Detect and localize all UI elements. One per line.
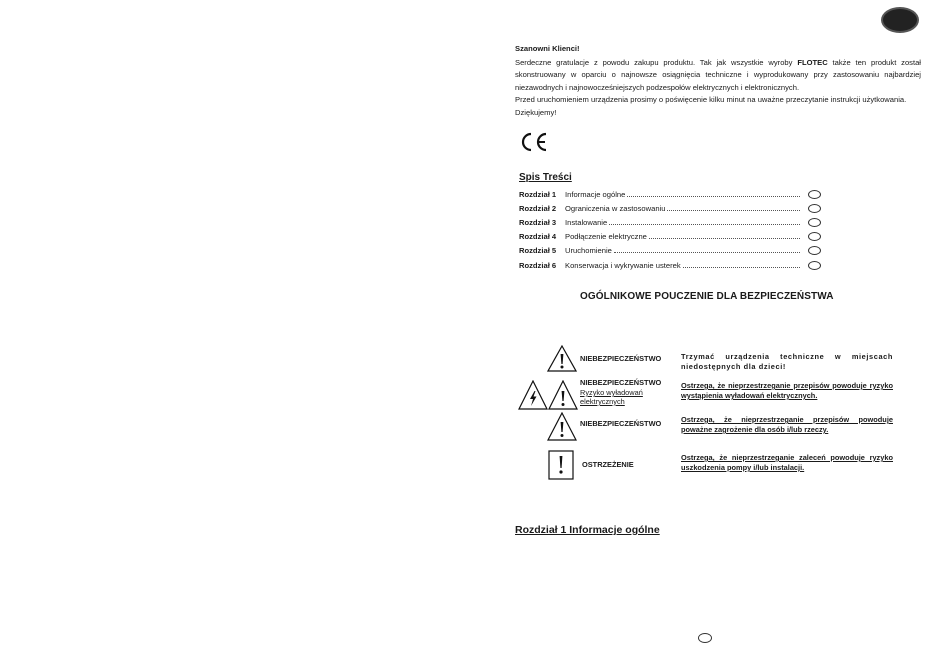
danger-label: NIEBEZPIECZEŃSTWO <box>580 419 662 428</box>
toc-item[interactable]: Rozdział 2 Ograniczenia w zastosowaniu <box>519 201 821 215</box>
electric-shock-icon <box>518 380 548 410</box>
warning-text: Ostrzega, że nieprzestrzeganie przepisów powoduje poważne zagrożenie dla osób i/lub rzeczy. <box>681 415 893 434</box>
warning-text: Trzymać urządzenia techniczne w miejscach niedostępnych dla dzieci! <box>681 352 893 371</box>
danger-label: NIEBEZPIECZEŃSTWO <box>580 378 662 387</box>
caution-box-icon <box>548 450 574 480</box>
ce-mark-icon <box>519 131 549 153</box>
table-of-contents <box>519 187 821 272</box>
toc-item[interactable]: Rozdział 4 Podłączenie elektryczne <box>519 230 821 244</box>
warning-text: Ostrzega, że nieprzestrzeganie przepisów powoduje ryzyko wystąpienia wyładowań elektrycznych. <box>681 381 893 400</box>
page-number-oval <box>698 633 712 643</box>
danger-label: NIEBEZPIECZEŃSTWO <box>580 354 662 363</box>
thanks-text: Dziękujemy! <box>515 107 557 117</box>
warning-triangle-icon <box>548 380 578 410</box>
greeting: Szanowni Klienci! <box>515 44 580 53</box>
intro-text <box>515 57 921 119</box>
intro-paragraph-1: Serdeczne gratulacje z powodu zakupu produktu. Tak jak wszystkie wyroby FLOTEC także ten produkt został skonstruowany w oparciu o najnowsze osiągnięcia techniczne i wyprodukowany przy zastosowaniu najbardziej niezawodnych i najnowocześniejszych podzespołów elektrycznych i elektronicznych. <box>515 58 921 92</box>
toc-title: Spis Treści <box>519 172 572 183</box>
warning-triangle-icon <box>547 345 577 372</box>
page-number-oval <box>808 218 821 227</box>
page-number-oval <box>808 246 821 255</box>
page-number-oval <box>808 261 821 270</box>
warning-triangle-icon <box>547 412 577 441</box>
page-number-oval <box>808 190 821 199</box>
language-badge <box>881 7 919 33</box>
caution-label: OSTRZEŻENIE <box>582 460 634 469</box>
safety-title: OGÓLNIKOWE POUCZENIE DLA BEZPIECZEŃSTWA <box>580 291 834 302</box>
toc-item[interactable]: Rozdział 5 Uruchomienie <box>519 244 821 258</box>
page-number-oval <box>808 204 821 213</box>
danger-sublabel: Ryzyko wyładowań elektrycznych <box>580 388 643 406</box>
page-number-oval <box>808 232 821 241</box>
warning-text: Ostrzega, że nieprzestrzeganie zaleceń powoduje ryzyko uszkodzenia pompy i/lub instalacji. <box>681 453 893 472</box>
toc-item[interactable]: Rozdział 6 Konserwacja i wykrywanie usterek <box>519 258 821 272</box>
intro-paragraph-2: Przed uruchomieniem urządzenia prosimy o poświęcenie kilku minut na uważne przeczytanie instrukcji użytkowania. <box>515 95 907 105</box>
toc-item[interactable]: Rozdział 3 Instalowanie <box>519 215 821 229</box>
section-1-heading: Rozdział 1 Informacje ogólne <box>515 524 660 536</box>
brand-name: FLOTEC <box>797 58 828 67</box>
toc-item[interactable]: Rozdział 1 Informacje ogólne <box>519 187 821 201</box>
